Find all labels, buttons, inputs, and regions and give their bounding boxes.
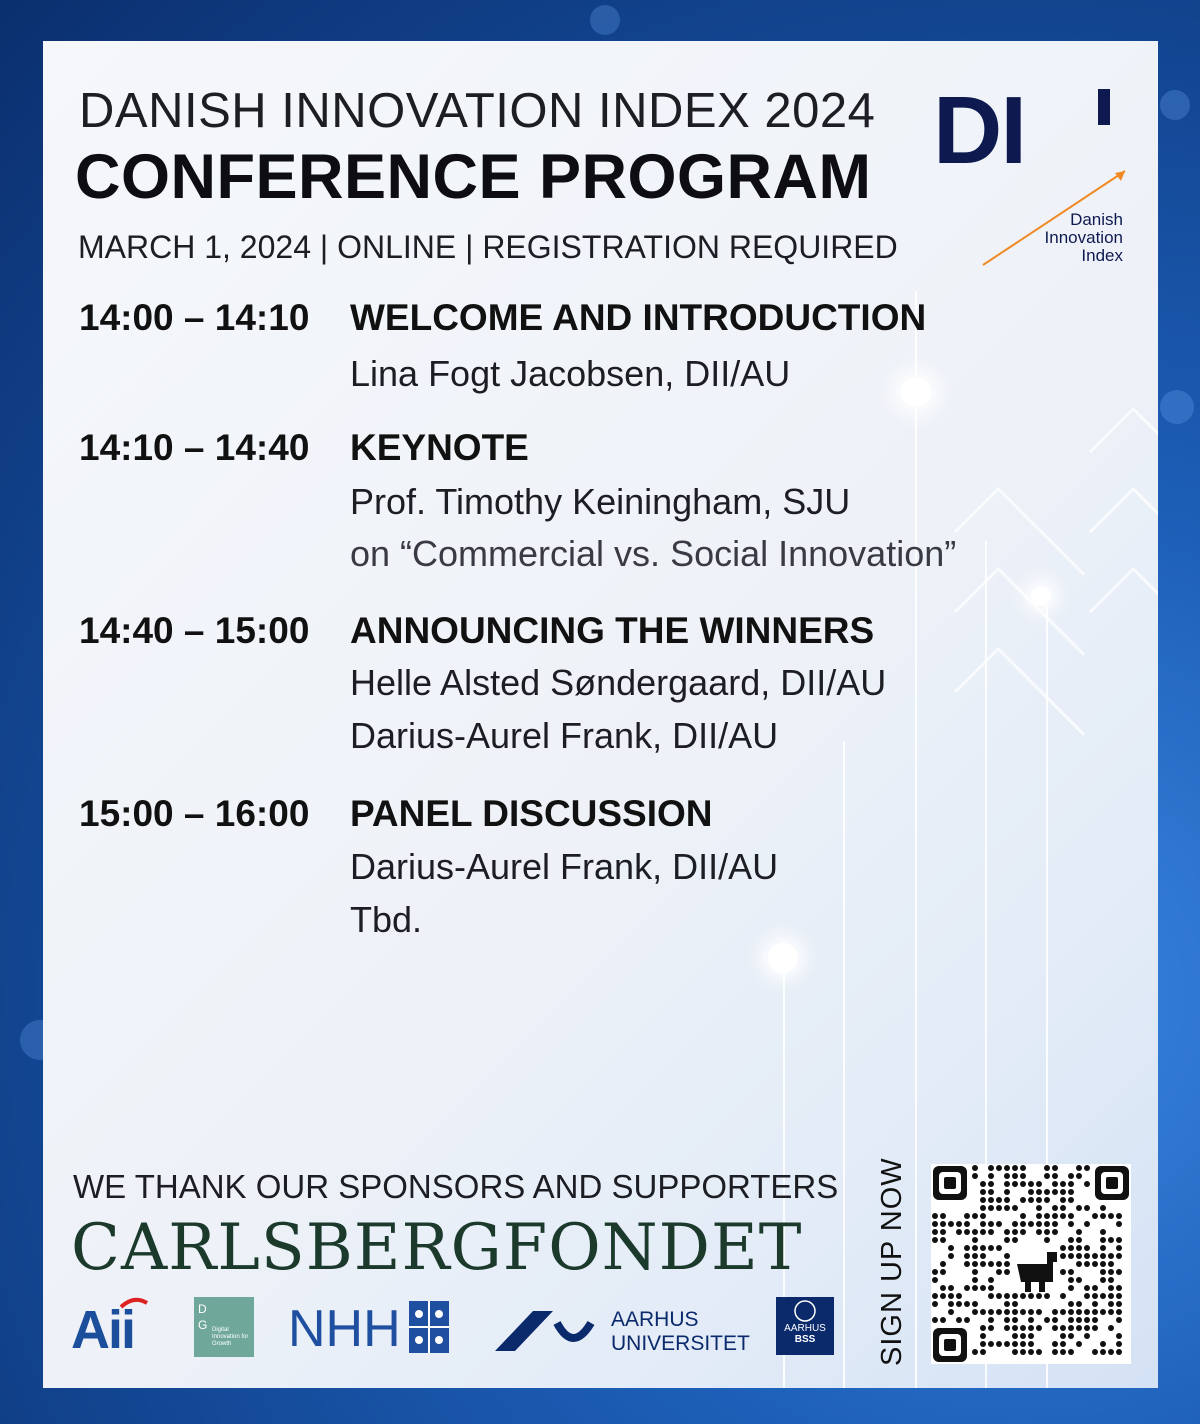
session-topic: on “Commercial vs. Social Innovation”: [350, 533, 957, 574]
dii-logo-text: Danish Innovation Index: [1044, 210, 1123, 265]
decorative-chevron: [1089, 567, 1158, 699]
dii-logo-mark: DI: [933, 77, 1025, 184]
event-details: MARCH 1, 2024 | ONLINE | REGISTRATION REQUIRED: [78, 229, 898, 265]
program-card: [43, 41, 1158, 1388]
session-speaker: Darius-Aurel Frank, DII/AU: [350, 715, 779, 756]
decorative-line: [915, 291, 917, 1388]
aarhus-university-symbol-icon: [495, 1305, 595, 1355]
sponsors-heading: WE THANK OUR SPONSORS AND SUPPORTERS: [73, 1168, 839, 1205]
session-speaker: Lina Fogt Jacobsen, DII/AU: [350, 353, 791, 394]
session-speaker: Tbd.: [350, 899, 423, 940]
decorative-node: [768, 943, 798, 973]
session-time: 15:00 – 16:00: [79, 793, 310, 834]
aii-logo: Aii: [71, 1299, 134, 1361]
aarhus-universitet-logo: AARHUS UNIVERSITET: [611, 1308, 750, 1355]
signup-label: SIGN UP NOW: [876, 1157, 908, 1366]
background-bokeh: [1160, 90, 1190, 120]
session-speaker: Prof. Timothy Keiningham, SJU: [350, 481, 851, 522]
session-title: PANEL DISCUSSION: [350, 793, 713, 834]
session-title: KEYNOTE: [350, 427, 529, 468]
session-title: WELCOME AND INTRODUCTION: [350, 297, 927, 338]
background-bokeh: [1160, 390, 1194, 424]
event-name: DANISH INNOVATION INDEX 2024: [79, 84, 876, 138]
decorative-node: [901, 377, 931, 407]
nhh-emblem-icon: [409, 1301, 449, 1353]
nhh-logo: NHH: [288, 1300, 401, 1358]
carlsbergfondet-logo: CARLSBERGFONDET: [71, 1211, 803, 1285]
decorative-line: [843, 741, 845, 1388]
session-speaker: Darius-Aurel Frank, DII/AU: [350, 846, 779, 887]
session-time: 14:00 – 14:10: [79, 297, 310, 338]
session-title: ANNOUNCING THE WINNERS: [350, 610, 875, 651]
background-bokeh: [590, 5, 620, 35]
page-title: CONFERENCE PROGRAM: [75, 142, 872, 212]
aarhus-seal-icon: [793, 1299, 817, 1323]
session-speaker: Helle Alsted Søndergaard, DII/AU: [350, 662, 887, 703]
session-time: 14:40 – 15:00: [79, 610, 310, 651]
signup-qr-code[interactable]: [931, 1164, 1131, 1364]
session-time: 14:10 – 14:40: [79, 427, 310, 468]
aii-swoosh-icon: [119, 1295, 149, 1309]
aarhus-bss-logo: AARHUS BSS: [776, 1297, 834, 1355]
dii-logo: [933, 77, 1133, 273]
dig-logo: D G Digital Innovation for Growth: [194, 1297, 254, 1357]
